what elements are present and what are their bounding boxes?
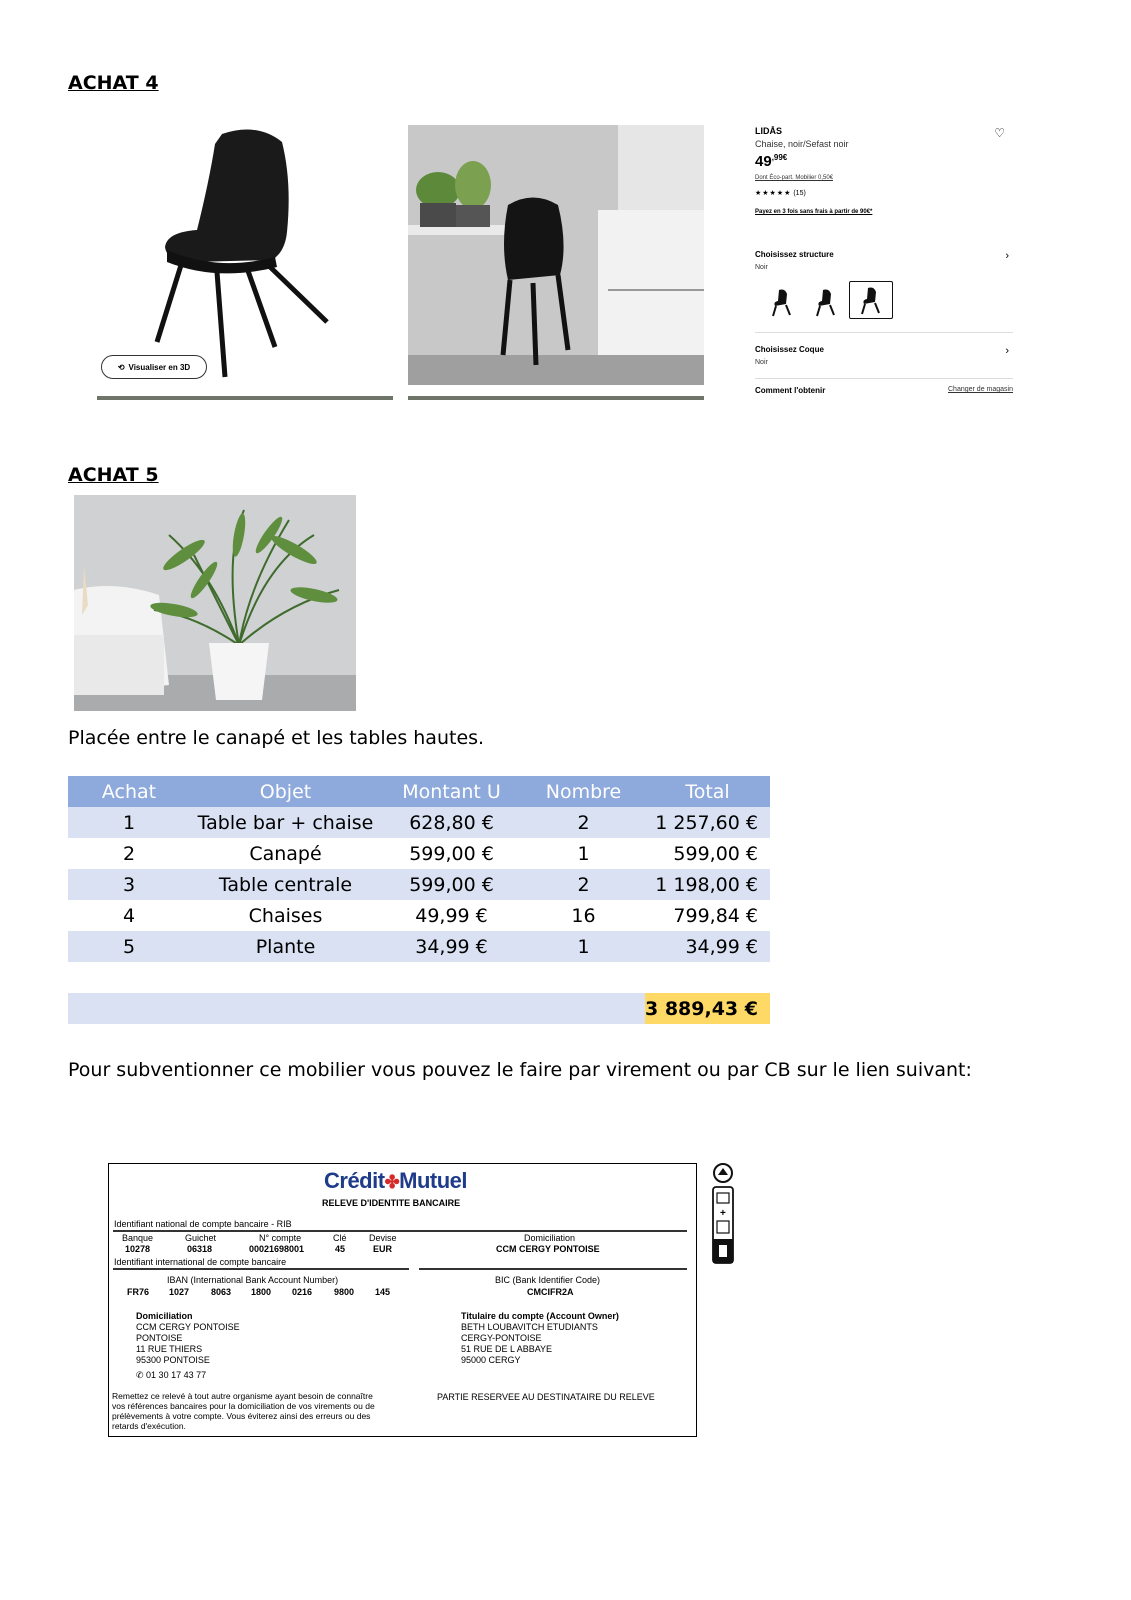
owner-line: BETH LOUBAVITCH ETUDIANTS bbox=[461, 1322, 598, 1332]
value-cle: 45 bbox=[335, 1244, 346, 1254]
chair-icon bbox=[97, 122, 393, 392]
notice-line: vos références bancaires pour la domiciliation de vos virements ou de bbox=[112, 1401, 375, 1411]
owner-title: Titulaire du compte (Account Owner) bbox=[461, 1311, 619, 1321]
domiciliation-block-title: Domiciliation bbox=[136, 1311, 193, 1321]
eco-part-link[interactable]: Dont Éco-part. Mobilier 0,50€ bbox=[755, 175, 834, 181]
payment-info-link[interactable]: Payez en 3 fois sans frais à partir de 90€* bbox=[755, 209, 873, 215]
cell-objet: Table centrale bbox=[190, 869, 381, 900]
rib-title: RELEVE D'IDENTITE BANCAIRE bbox=[322, 1198, 461, 1208]
cell-nombre: 1 bbox=[577, 842, 590, 865]
card-machine-icon bbox=[713, 1187, 733, 1263]
product-name: LIDÅS bbox=[755, 126, 782, 136]
divider bbox=[419, 1268, 687, 1270]
iban-part: FR76 bbox=[127, 1287, 150, 1297]
owner-line: 95000 CERGY bbox=[461, 1355, 521, 1365]
room-photo bbox=[408, 125, 704, 385]
shell-value: Noir bbox=[755, 359, 768, 366]
structure-title: Choisissez structure bbox=[755, 250, 834, 259]
reserved-section: PARTIE RESERVEE AU DESTINATAIRE DU RELEVE bbox=[437, 1392, 655, 1402]
cell-achat: 1 bbox=[68, 807, 190, 838]
chevron-right-icon[interactable]: › bbox=[1005, 250, 1009, 262]
cell-montant: 599,00 € bbox=[409, 842, 494, 865]
table-header-row bbox=[68, 776, 770, 807]
iban-part: 8063 bbox=[211, 1287, 232, 1297]
international-id-label: Identifiant international de compte bancaire bbox=[114, 1257, 287, 1267]
domiciliation-label: Domiciliation bbox=[524, 1233, 576, 1243]
cell-montant: 628,80 € bbox=[381, 807, 522, 838]
header-montant: Montant U bbox=[381, 776, 522, 807]
bic-label: BIC (Bank Identifier Code) bbox=[495, 1275, 601, 1285]
shell-title: Choisissez Coque bbox=[755, 345, 824, 354]
domiciliation-line: 95300 PONTOISE bbox=[136, 1355, 210, 1365]
structure-value: Noir bbox=[755, 264, 768, 271]
national-id-label: Identifiant national de compte bancaire - RIB bbox=[114, 1219, 292, 1229]
cell-nombre: 16 bbox=[571, 904, 596, 927]
header-objet: Objet bbox=[190, 776, 381, 807]
cell-achat: 3 bbox=[68, 869, 190, 900]
view-3d-label: Visualiser en 3D bbox=[128, 362, 191, 372]
cell-objet: Table bar + chaise bbox=[190, 807, 381, 838]
view-3d-button[interactable] bbox=[101, 355, 207, 379]
bank-logo bbox=[324, 1168, 467, 1194]
cell-total: 599,00 € bbox=[673, 842, 758, 865]
variant-thumb-1[interactable] bbox=[761, 284, 803, 320]
domiciliation-line: PONTOISE bbox=[136, 1333, 183, 1343]
iban-part: 145 bbox=[375, 1287, 391, 1297]
iban-label: IBAN (International Bank Account Number) bbox=[167, 1275, 339, 1285]
chair-photo bbox=[97, 122, 393, 392]
divider bbox=[113, 1230, 687, 1232]
cell-achat: 4 bbox=[122, 904, 136, 927]
iban-part: 9800 bbox=[334, 1287, 355, 1297]
cell-objet: Canapé bbox=[249, 842, 322, 865]
label-guichet: Guichet bbox=[185, 1233, 217, 1243]
table-row bbox=[68, 869, 770, 900]
cell-nombre: 2 bbox=[522, 807, 645, 838]
stars-icon: ★★★★★ bbox=[755, 190, 792, 197]
notice-line: prélèvements à votre compte. Vous éviterez ainsi des erreurs ou des bbox=[112, 1411, 371, 1421]
cell-objet: Plante bbox=[190, 931, 381, 962]
value-compte: 00021698001 bbox=[249, 1244, 305, 1254]
cell-nombre: 2 bbox=[522, 869, 645, 900]
label-devise: Devise bbox=[369, 1233, 397, 1243]
grand-total: 3 889,43 € bbox=[645, 993, 770, 1024]
delivery-label: Comment l'obtenir bbox=[755, 386, 826, 395]
table-row bbox=[68, 900, 770, 931]
cell-objet: Chaises bbox=[248, 904, 323, 927]
notice-line: retards d'exécution. bbox=[112, 1421, 186, 1431]
product-panel bbox=[755, 124, 1013, 399]
domiciliation-line: 11 RUE THIERS bbox=[136, 1344, 203, 1354]
grand-total-row bbox=[68, 993, 770, 1024]
header-achat: Achat bbox=[68, 776, 190, 807]
product-price: $49^{,99€}$ bbox=[755, 153, 788, 170]
phone-line: ✆ 01 30 17 43 77 bbox=[136, 1370, 207, 1380]
label-cle: Clé bbox=[333, 1233, 347, 1243]
svg-text:+: + bbox=[720, 1208, 726, 1219]
cell-nombre: 1 bbox=[522, 931, 645, 962]
divider bbox=[113, 1268, 409, 1270]
plant-photo bbox=[74, 495, 356, 711]
bank-name-part2: Mutuel bbox=[399, 1168, 468, 1193]
cell-achat: 2 bbox=[122, 842, 136, 865]
review-count: (15) bbox=[793, 190, 806, 197]
cell-montant: 34,99 € bbox=[381, 931, 522, 962]
chevron-right-icon[interactable]: › bbox=[1005, 345, 1009, 357]
table-row bbox=[68, 807, 770, 838]
rib-document bbox=[108, 1163, 697, 1437]
cell-achat: 5 bbox=[68, 931, 190, 962]
table-row bbox=[68, 838, 770, 869]
recycle-icon bbox=[714, 1164, 732, 1182]
rating[interactable] bbox=[755, 189, 806, 197]
table-row bbox=[68, 931, 770, 962]
phone-icon: ✆ bbox=[136, 1370, 147, 1380]
value-devise: EUR bbox=[373, 1244, 393, 1254]
variant-thumb-3-selected[interactable] bbox=[849, 281, 893, 319]
label-banque: Banque bbox=[122, 1233, 154, 1243]
payment-instructions: Pour subventionner ce mobilier vous pouvez le faire par virement ou par CB sur le lien suivant: bbox=[68, 1059, 972, 1081]
rotate-3d-icon: ⟲ bbox=[117, 362, 125, 372]
domiciliation-line: CCM CERGY PONTOISE bbox=[136, 1322, 240, 1332]
plant-scene-icon bbox=[74, 495, 356, 711]
heart-icon[interactable]: ♡ bbox=[994, 126, 1005, 140]
bank-name-part1: Crédit bbox=[324, 1168, 385, 1193]
purchases-table bbox=[68, 776, 770, 1024]
value-banque: 10278 bbox=[125, 1244, 151, 1254]
value-guichet: 06318 bbox=[187, 1244, 213, 1254]
iban-part: 1800 bbox=[251, 1287, 272, 1297]
owner-line: 51 RUE DE L ABBAYE bbox=[461, 1344, 553, 1354]
header-total: Total bbox=[645, 776, 770, 807]
achat5-heading: ACHAT 5 bbox=[68, 464, 159, 486]
label-compte: N° compte bbox=[259, 1233, 302, 1243]
achat4-heading: ACHAT 4 bbox=[68, 72, 159, 94]
stacked-chairs-scene-icon bbox=[408, 125, 704, 385]
header-nombre: Nombre bbox=[522, 776, 645, 807]
divider bbox=[755, 332, 1013, 333]
spacer-row bbox=[68, 962, 770, 993]
bank-logo-icon: ✤ bbox=[384, 1172, 400, 1192]
side-icons bbox=[711, 1163, 735, 1265]
notice-line: Remettez ce relevé à tout autre organisme ayant besoin de connaître bbox=[112, 1391, 373, 1401]
cell-total: 1 198,00 € bbox=[645, 869, 770, 900]
iban-part: 0216 bbox=[292, 1287, 313, 1297]
cell-total: 34,99 € bbox=[645, 931, 770, 962]
cell-total: 799,84 € bbox=[673, 904, 758, 927]
iban-part: 1027 bbox=[169, 1287, 190, 1297]
plant-caption: Placée entre le canapé et les tables hautes. bbox=[68, 727, 485, 749]
domiciliation-value: CCM CERGY PONTOISE bbox=[496, 1244, 600, 1254]
image-carousel-bar-2 bbox=[408, 396, 704, 400]
image-carousel-bar bbox=[97, 396, 393, 400]
change-store-link[interactable]: Changer de magasin bbox=[948, 386, 1013, 393]
bic-value: CMCIFR2A bbox=[527, 1287, 574, 1297]
cell-montant: 49,99 € bbox=[415, 904, 488, 927]
cell-montant: 599,00 € bbox=[381, 869, 522, 900]
owner-line: CERGY-PONTOISE bbox=[461, 1333, 542, 1343]
variant-thumb-2[interactable] bbox=[805, 284, 847, 320]
cell-total: 1 257,60 € bbox=[645, 807, 770, 838]
divider bbox=[755, 378, 1013, 379]
product-description: Chaise, noir/Sefast noir bbox=[755, 139, 849, 149]
